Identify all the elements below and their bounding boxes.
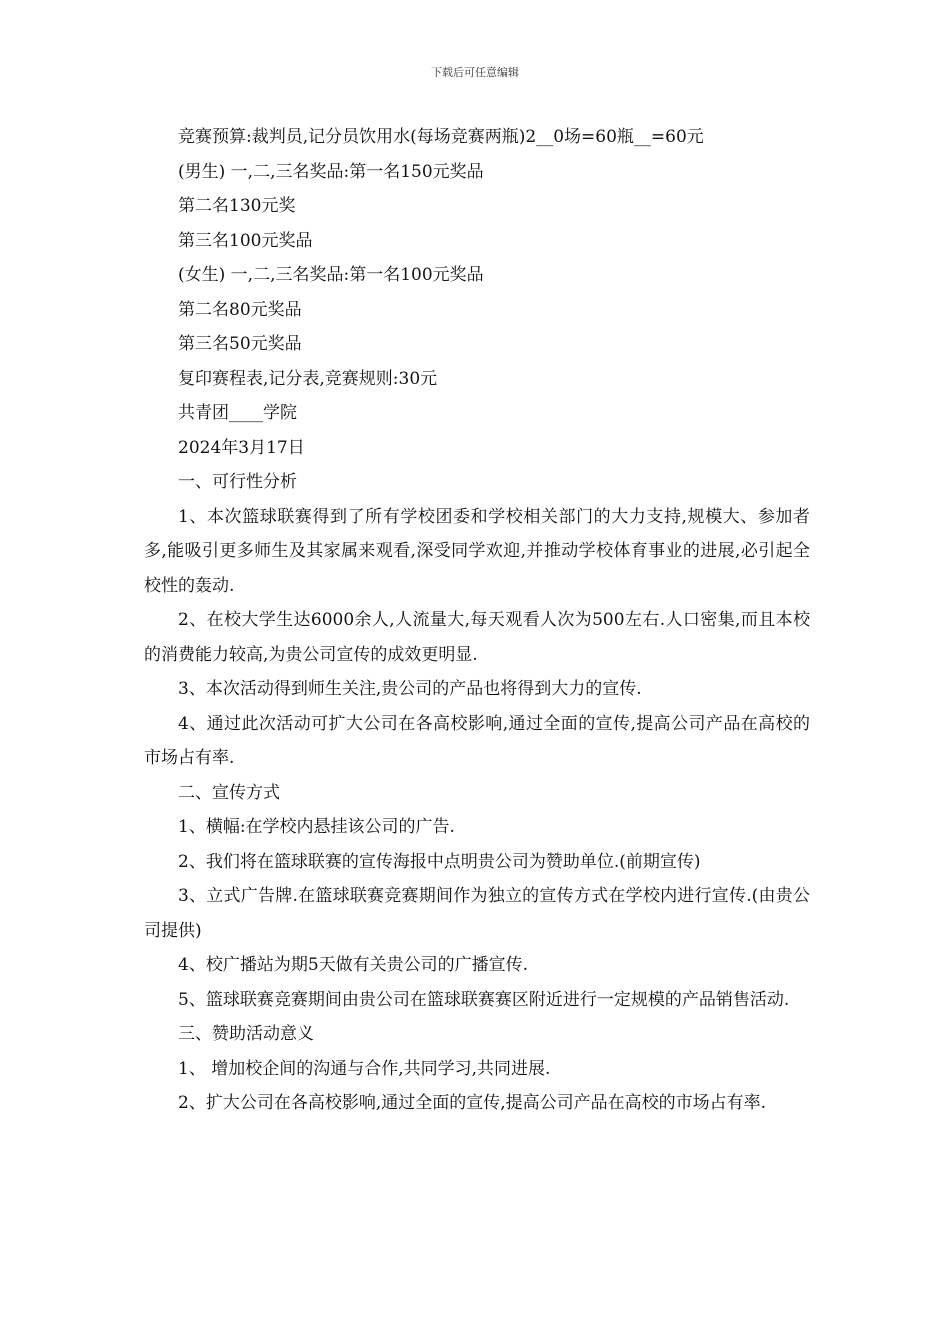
feasibility-item-4: 4、通过此次活动可扩大公司在各高校影响,通过全面的宣传,提高公司产品在高校的市场占有率. [144,713,810,768]
male-prizes-line: (男生) 一,二,三名奖品:第一名150元奖品 [178,161,484,182]
date-line: 2024年3月17日 [178,437,305,458]
promotion-item-5: 5、篮球联赛竞赛期间由贵公司在篮球联赛赛区附近进行一定规模的产品销售活动. [178,989,790,1010]
document-body [144,120,810,1121]
printing-cost-line: 复印赛程表,记分表,竞赛规则:30元 [178,368,438,389]
organizer-line: 共青团____学院 [178,403,297,423]
promotion-item-1: 1、横幅:在学校内悬挂该公司的广告. [178,817,455,837]
feasibility-item-3: 3、本次活动得到师生关注,贵公司的产品也将得到大力的宣传. [178,679,642,699]
section-heading-feasibility: 一、可行性分析 [178,472,297,492]
budget-line: 竞赛预算:裁判员,记分员饮用水(每场竞赛两瓶)2__0场=60瓶__=60元 [178,127,704,147]
significance-item-2: 2、扩大公司在各高校影响,通过全面的宣传,提高公司产品在高校的市场占有率. [178,1093,767,1113]
female-third-prize: 第三名50元奖品 [178,334,302,354]
female-second-prize: 第二名80元奖品 [178,299,302,320]
section-heading-promotion: 二、宣传方式 [178,782,280,803]
significance-item-1: 1、 增加校企间的沟通与合作,共同学习,共同进展. [178,1058,551,1079]
male-third-prize: 第三名100元奖品 [178,230,313,251]
section-heading-significance: 三、赞助活动意义 [178,1024,314,1044]
promotion-item-4: 4、校广播站为期5天做有关贵公司的广播宣传. [178,955,529,975]
promotion-item-2: 2、我们将在篮球联赛的宣传海报中点明贵公司为赞助单位.(前期宣传) [178,851,701,872]
female-prizes-line: (女生) 一,二,三名奖品:第一名100元奖品 [178,265,484,285]
male-second-prize: 第二名130元奖 [178,196,296,216]
feasibility-item-2: 2、在校大学生达6000余人,人流量大,每天观看人次为500左右.人口密集,而且本校的消费能力较高,为贵公司宣传的成效更明显. [144,610,810,665]
feasibility-item-1: 1、本次篮球联赛得到了所有学校团委和学校相关部门的大力支持,规模大、参加者多,能吸引更多师生及其家属来观看,深受同学欢迎,并推动学校体育事业的进展,必引起全校性的轰动. [144,506,810,596]
page-header-note: 下载后可任意编辑 [431,66,519,79]
promotion-item-3: 3、立式广告牌.在篮球联赛竞赛期间作为独立的宣传方式在学校内进行宣传.(由贵公司提供) [144,886,810,941]
